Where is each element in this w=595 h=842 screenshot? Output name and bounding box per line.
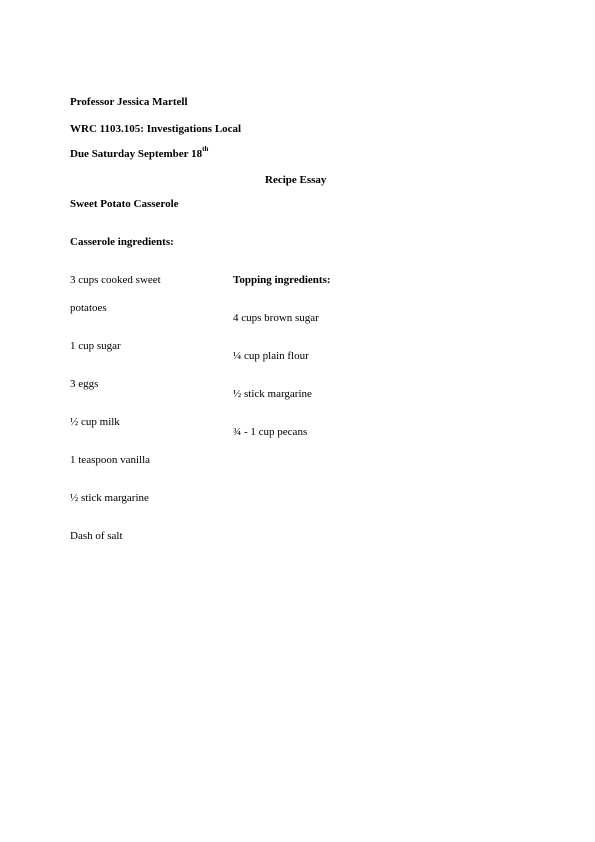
topping-item: ½ stick margarine (233, 388, 312, 400)
due-date-ordinal: th (202, 145, 209, 153)
topping-item: ¼ cup plain flour (233, 350, 309, 362)
due-date-text: Due Saturday September 18 (70, 148, 203, 160)
course-line: WRC 1103.105: Investigations Local (70, 123, 242, 135)
casserole-item: 1 teaspoon vanilla (70, 454, 151, 466)
casserole-item: ½ stick margarine (70, 492, 149, 504)
topping-heading: Topping ingredients: (233, 274, 331, 286)
due-date-line (70, 145, 209, 161)
topping-item: 4 cups brown sugar (233, 312, 319, 324)
casserole-item: potatoes (70, 302, 107, 314)
essay-title: Recipe Essay (265, 174, 327, 186)
professor-line: Professor Jessica Martell (70, 96, 188, 108)
casserole-item: Dash of salt (70, 530, 123, 542)
casserole-item: 1 cup sugar (70, 340, 121, 352)
recipe-name: Sweet Potato Casserole (70, 198, 179, 210)
casserole-heading: Casserole ingredients: (70, 236, 174, 248)
casserole-item: 3 eggs (70, 378, 99, 390)
topping-item: ¾ - 1 cup pecans (233, 426, 308, 438)
casserole-item: ½ cup milk (70, 416, 120, 428)
casserole-item: 3 cups cooked sweet (70, 274, 161, 286)
